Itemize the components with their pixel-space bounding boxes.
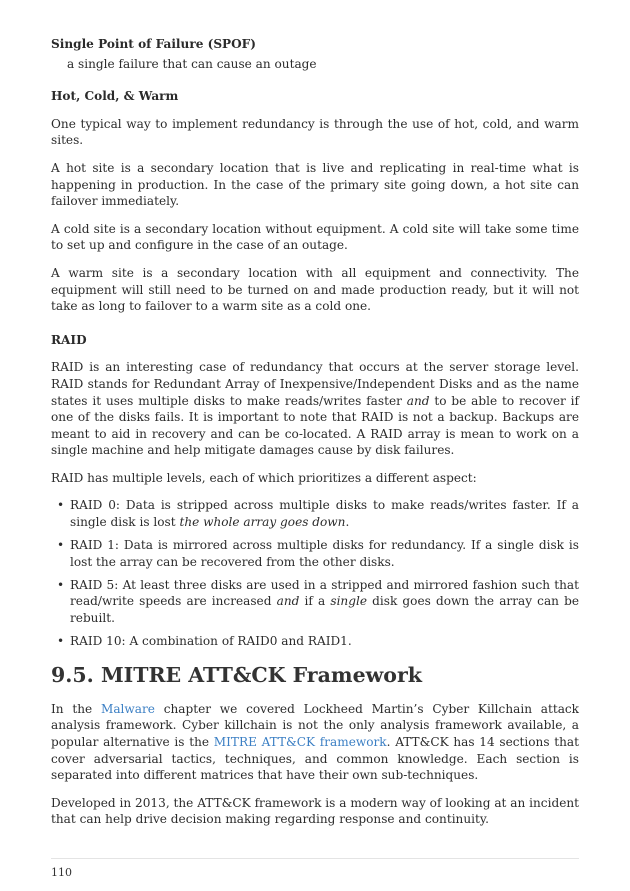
raid-heading: RAID — [51, 332, 87, 347]
mitre-section-title: 9.5. MITRE ATT&CK Framework — [51, 662, 422, 687]
raid5-text-c: disk goes down the array can be rebuilt. — [70, 594, 579, 626]
raid0-text-b: . — [345, 515, 350, 530]
list-item-raid10 — [51, 633, 579, 650]
footer-divider — [51, 858, 579, 859]
list-item-raid5 — [51, 577, 579, 627]
hcw-intro-paragraph: One typical way to implement redundancy is through the use of hot, cold, and warm sites. — [51, 116, 579, 148]
page-content — [51, 36, 579, 828]
raid-levels-list — [51, 497, 579, 649]
raid-intro-text-a: RAID is an interesting case of redundancy that occurs at the server storage level. RAID stands for Redundant Array of Inexpensive/Independent Disks and as the name states it uses multiple disks to make reads/writes faster — [51, 360, 579, 408]
mitre-text-c: . ATT&CK has 14 sections that cover adversarial tactics, techniques, and common knowledge. Each section is separated into different matrices that have their own sub-techniques. — [51, 734, 579, 783]
bullet-icon: • — [57, 634, 65, 649]
cold-site-paragraph: A cold site is a secondary location without equipment. A cold site will take some time to set up and configure in the case of an outage. — [51, 221, 579, 253]
raid-intro-text-b: to be able to recover if one of the disks fails. It is important to note that RAID is not a backup. Backups are meant to aid in recovery and can be co-located. A RAID array is mean to work on a single machine and help mitigate damages cause by disk failures. — [51, 393, 579, 458]
mitre-intro-paragraph — [51, 701, 579, 784]
raid1-text: RAID 1: Data is mirrored across multiple disks for redundancy. If a single disk is lost the array can be recovered from the other disks. — [70, 538, 579, 569]
list-item-raid0 — [51, 497, 579, 530]
raid5-text-b: if a — [299, 594, 331, 609]
bullet-icon: • — [57, 498, 65, 513]
raid-intro-paragraph — [51, 359, 579, 459]
raid5-text-a: RAID 5: At least three disks are used in a stripped and mirrored fashion such that read/write speeds are increased — [70, 577, 579, 609]
bullet-icon: • — [57, 577, 65, 592]
raid5-emphasis-and: and — [276, 594, 300, 609]
malware-chapter-link[interactable]: Malware — [100, 701, 155, 716]
hot-site-paragraph: A hot site is a secondary location that is live and replicating in real-time what is happening in production. In the case of the primary site going down, a hot site can failover immediately. — [51, 160, 579, 209]
mitre-attack-framework-link[interactable]: MITRE ATT&CK framework — [213, 734, 387, 749]
spof-definition — [51, 36, 579, 72]
spof-description: a single failure that can cause an outage — [67, 56, 317, 71]
mitre-history-paragraph: Developed in 2013, the ATT&CK framework is a modern way of looking at an incident that can help drive decision making regarding response and continuity. — [51, 795, 579, 827]
list-item-raid1 — [51, 537, 579, 570]
mitre-text-a: In the — [51, 701, 101, 716]
raid5-emphasis-single: single — [330, 594, 367, 609]
raid0-text-a: RAID 0: Data is stripped across multiple disks to make reads/writes faster. If a single disk is lost — [70, 498, 579, 530]
raid-intro-emphasis: and — [406, 393, 430, 408]
page-number: 110 — [51, 866, 72, 879]
raid-levels-intro: RAID has multiple levels, each of which prioritizes a different aspect: — [51, 470, 477, 485]
raid0-emphasis: the whole array goes down — [179, 515, 346, 530]
warm-site-paragraph: A warm site is a secondary location with all equipment and connectivity. The equipment will still need to be turned on and made production ready, but it will not take as long to failover to a warm site as a cold one. — [51, 265, 579, 314]
hot-cold-warm-heading: Hot, Cold, & Warm — [51, 89, 179, 104]
raid10-text: RAID 10: A combination of RAID0 and RAID1. — [70, 634, 352, 649]
bullet-icon: • — [57, 538, 65, 553]
spof-term: Single Point of Failure (SPOF) — [51, 37, 256, 51]
mitre-text-b: chapter we covered Lockheed Martin’s Cyber Killchain attack analysis framework. Cyber killchain is not the only analysis framework available, a popular alternative is the — [51, 701, 580, 749]
